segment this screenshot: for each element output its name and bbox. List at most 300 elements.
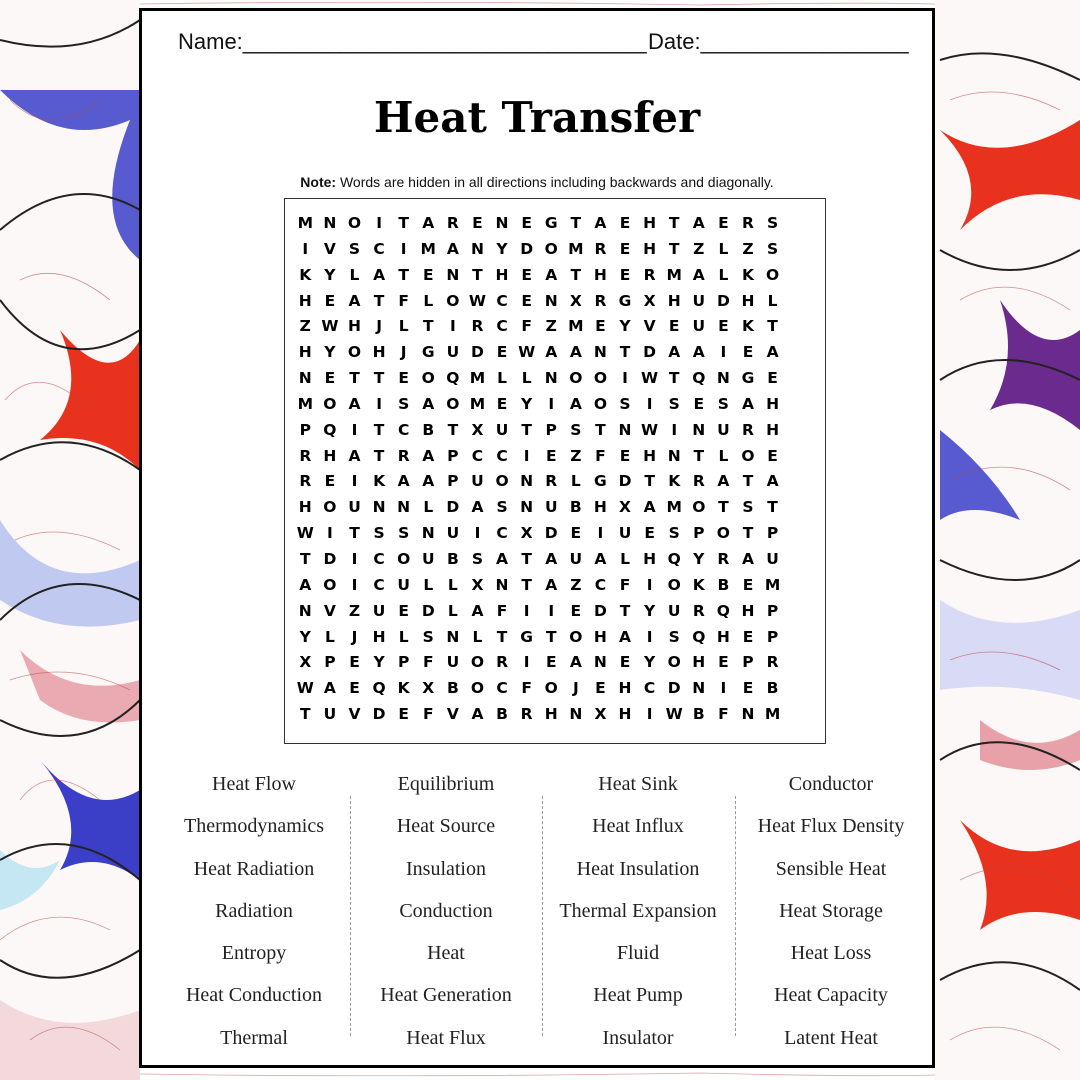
- word-list-item: Heat Flux Density: [757, 815, 905, 838]
- grid-letter: H: [593, 627, 607, 646]
- grid-letter: B: [422, 420, 435, 439]
- grid-letter: E: [718, 653, 729, 672]
- grid-letter: B: [569, 498, 582, 517]
- grid-letter: R: [471, 317, 484, 336]
- grid-letter: N: [520, 472, 534, 491]
- grid-letter: L: [497, 369, 507, 388]
- left-decoration: [0, 0, 140, 1080]
- grid-letter: T: [595, 420, 606, 439]
- grid-letter: Y: [693, 549, 705, 568]
- word-list-item: Heat Sink: [598, 773, 678, 795]
- grid-letter: H: [593, 265, 607, 284]
- grid-letter: J: [376, 317, 382, 336]
- grid-letter: A: [545, 343, 558, 362]
- grid-letter: H: [347, 317, 361, 336]
- grid-letter: U: [544, 498, 558, 517]
- grid-letter: O: [470, 679, 485, 698]
- grid-letter: Y: [324, 343, 336, 362]
- grid-letter: S: [668, 627, 680, 646]
- grid-letter: I: [646, 627, 653, 646]
- grid-letter: T: [300, 705, 311, 724]
- grid-letter: L: [767, 291, 778, 310]
- grid-letter: J: [351, 627, 358, 646]
- grid-letter: L: [570, 472, 581, 491]
- grid-letter: L: [423, 498, 434, 517]
- grid-letter: I: [351, 575, 358, 594]
- grid-letter: X: [569, 291, 582, 310]
- word-list-item: Heat Flux: [406, 1026, 486, 1049]
- grid-letter: N: [397, 498, 411, 517]
- grid-letter: I: [474, 524, 481, 543]
- grid-letter: O: [495, 472, 509, 491]
- word-list-item: Heat Source: [396, 815, 496, 838]
- grid-letter: I: [720, 343, 727, 362]
- grid-letter: W: [665, 705, 683, 724]
- grid-letter: R: [446, 214, 459, 232]
- grid-letter: T: [693, 446, 705, 465]
- grid-letter: E: [324, 369, 336, 388]
- grid-letter: H: [766, 394, 780, 413]
- grid-letter: T: [373, 446, 385, 465]
- grid-letter: L: [423, 575, 434, 594]
- grid-letter: S: [766, 214, 779, 232]
- grid-letter: A: [643, 498, 656, 517]
- grid-letter: K: [299, 265, 312, 284]
- word-column: [736, 766, 926, 1062]
- grid-letter: M: [297, 214, 314, 232]
- grid-letter: D: [471, 343, 484, 362]
- word-list-item: Heat: [427, 942, 465, 965]
- grid-letter: N: [569, 705, 583, 724]
- grid-letter: A: [299, 575, 312, 594]
- word-list-item: Heat Conduction: [185, 984, 323, 1007]
- word-list-item: Heat Flow: [212, 773, 296, 795]
- grid-letter: A: [569, 653, 582, 672]
- worksheet: [139, 8, 935, 1068]
- grid-letter: E: [693, 394, 705, 413]
- grid-letter: N: [692, 420, 706, 439]
- grid-letter: S: [471, 549, 484, 568]
- grid-letter: F: [398, 291, 409, 310]
- grid-letter: T: [619, 601, 631, 620]
- grid-letter: E: [496, 343, 508, 362]
- grid-letter: W: [296, 679, 314, 698]
- grid-letter: E: [545, 446, 557, 465]
- grid-letter: I: [376, 394, 382, 413]
- grid-letter: Z: [742, 239, 754, 258]
- grid-letter: A: [422, 214, 435, 232]
- grid-letter: E: [595, 679, 606, 698]
- grid-letter: W: [468, 291, 486, 310]
- grid-letter: D: [421, 601, 435, 620]
- grid-letter: D: [323, 549, 337, 568]
- grid-letter: G: [544, 214, 558, 232]
- grid-letter: S: [742, 498, 754, 517]
- grid-row: [293, 702, 785, 728]
- word-list-item: Heat Radiation: [193, 857, 315, 880]
- grid-letter: L: [718, 446, 729, 465]
- grid-letter: E: [349, 653, 360, 672]
- grid-letter: B: [766, 679, 779, 698]
- grid-letter: A: [348, 394, 361, 413]
- grid-row: [293, 444, 785, 470]
- grid-letter: E: [349, 679, 360, 698]
- grid-letter: Y: [324, 265, 336, 284]
- word-list-item: Sensible Heat: [775, 857, 887, 880]
- grid-letter: I: [376, 214, 382, 232]
- grid-letter: N: [618, 420, 632, 439]
- grid-letter: P: [766, 601, 779, 620]
- grid-letter: Q: [667, 549, 681, 568]
- grid-letter: I: [646, 705, 653, 724]
- grid-letter: A: [717, 472, 730, 491]
- grid-letter: Y: [643, 601, 656, 620]
- grid-letter: H: [643, 446, 657, 465]
- grid-letter: E: [545, 653, 557, 672]
- grid-letter: A: [397, 472, 410, 491]
- grid-letter: N: [593, 343, 607, 362]
- grid-letter: H: [495, 265, 509, 284]
- grid-letter: W: [641, 369, 659, 388]
- grid-letter: Z: [299, 317, 311, 336]
- grid-letter: Q: [716, 601, 730, 620]
- word-column: [159, 766, 349, 1062]
- grid-letter: H: [766, 420, 780, 439]
- grid-letter: X: [299, 653, 312, 672]
- grid-letter: O: [692, 498, 706, 517]
- grid-letter: A: [348, 446, 361, 465]
- grid-letter: J: [400, 343, 407, 362]
- note-text: Words are hidden in all directions including backwards and diagonally.: [336, 174, 774, 190]
- grid-row: [293, 418, 785, 444]
- grid-letter: R: [594, 291, 607, 310]
- grid-letter: E: [668, 317, 680, 336]
- grid-letter: V: [323, 601, 336, 620]
- grid-row: [293, 547, 785, 573]
- grid-letter: T: [521, 575, 532, 594]
- grid-letter: R: [742, 420, 754, 439]
- grid-letter: T: [373, 369, 385, 388]
- grid-letter: E: [521, 214, 532, 232]
- grid-letter: C: [373, 239, 385, 258]
- grid-letter: O: [323, 575, 337, 594]
- grid-letter: C: [643, 679, 656, 698]
- grid-letter: A: [471, 705, 484, 724]
- grid-letter: S: [619, 394, 631, 413]
- grid-letter: Z: [570, 446, 582, 465]
- grid-letter: Z: [570, 575, 582, 594]
- grid-letter: A: [545, 549, 558, 568]
- grid-letter: O: [323, 498, 337, 517]
- grid-letter: U: [569, 549, 583, 568]
- letter-grid: [293, 211, 785, 728]
- grid-letter: K: [741, 317, 754, 336]
- word-list-item: Thermal: [220, 1026, 288, 1049]
- grid-letter: C: [594, 575, 607, 594]
- grid-letter: A: [741, 549, 754, 568]
- grid-letter: T: [742, 472, 754, 491]
- grid-letter: R: [299, 446, 312, 465]
- grid-letter: M: [764, 575, 781, 594]
- grid-letter: E: [619, 446, 631, 465]
- grid-letter: E: [619, 265, 631, 284]
- grid-letter: T: [496, 627, 508, 646]
- word-list: [159, 766, 929, 1049]
- grid-letter: P: [324, 653, 336, 672]
- grid-letter: L: [398, 317, 409, 336]
- grid-letter: O: [446, 291, 460, 310]
- grid-letter: N: [544, 291, 558, 310]
- grid-letter: U: [348, 498, 361, 517]
- grid-letter: H: [298, 343, 312, 362]
- grid-letter: U: [446, 343, 460, 362]
- grid-letter: C: [496, 679, 508, 698]
- grid-letter: C: [373, 575, 385, 594]
- grid-letter: T: [742, 524, 754, 543]
- grid-letter: U: [372, 601, 386, 620]
- grid-letter: A: [471, 601, 484, 620]
- grid-letter: H: [593, 498, 607, 517]
- grid-letter: N: [446, 265, 460, 284]
- grid-letter: M: [420, 239, 436, 258]
- grid-letter: F: [422, 653, 434, 672]
- grid-letter: E: [718, 317, 729, 336]
- grid-letter: K: [397, 679, 410, 698]
- grid-letter: E: [422, 265, 434, 284]
- grid-letter: I: [351, 420, 358, 439]
- grid-letter: Y: [496, 239, 508, 258]
- grid-letter: B: [692, 705, 705, 724]
- grid-letter: O: [446, 394, 460, 413]
- grid-letter: M: [568, 317, 584, 336]
- grid-letter: L: [447, 575, 458, 594]
- grid-letter: T: [422, 317, 434, 336]
- grid-letter: A: [471, 498, 484, 517]
- grid-letter: K: [692, 575, 705, 594]
- grid-letter: I: [400, 239, 407, 258]
- grid-letter: N: [323, 214, 337, 232]
- grid-letter: M: [469, 394, 486, 413]
- grid-letter: S: [373, 524, 385, 543]
- grid-letter: X: [471, 575, 484, 594]
- grid-letter: C: [496, 524, 508, 543]
- grid-letter: L: [718, 239, 729, 258]
- grid-letter: E: [496, 394, 508, 413]
- grid-letter: E: [742, 575, 754, 594]
- word-list-item: Latent Heat: [784, 1026, 878, 1049]
- column-divider: [542, 796, 543, 1036]
- grid-letter: R: [742, 214, 754, 232]
- grid-letter: C: [373, 549, 385, 568]
- grid-letter: O: [397, 549, 411, 568]
- grid-letter: Y: [521, 394, 533, 413]
- grid-letter: F: [595, 446, 606, 465]
- grid-letter: A: [692, 343, 705, 362]
- grid-letter: M: [568, 239, 584, 258]
- grid-letter: E: [619, 239, 631, 258]
- grid-letter: T: [668, 239, 680, 258]
- grid-letter: D: [618, 472, 632, 491]
- grid-letter: P: [693, 524, 705, 543]
- grid-row: [293, 263, 785, 289]
- grid-letter: E: [742, 343, 754, 362]
- grid-letter: F: [619, 575, 631, 594]
- grid-letter: U: [495, 420, 509, 439]
- grid-letter: A: [619, 627, 632, 646]
- grid-letter: O: [347, 343, 362, 362]
- grid-letter: G: [741, 369, 755, 388]
- grid-letter: U: [618, 524, 632, 543]
- grid-letter: S: [422, 627, 434, 646]
- grid-letter: R: [717, 549, 730, 568]
- grid-letter: V: [446, 705, 459, 724]
- grid-row: [293, 289, 785, 315]
- grid-letter: E: [324, 291, 336, 310]
- grid-letter: V: [323, 239, 336, 258]
- grid-row: [293, 469, 785, 495]
- grid-letter: L: [521, 369, 532, 388]
- grid-letter: C: [496, 317, 508, 336]
- word-list-item: Radiation: [215, 899, 293, 922]
- grid-letter: A: [668, 343, 681, 362]
- grid-letter: K: [373, 472, 386, 491]
- grid-letter: X: [619, 498, 631, 517]
- grid-letter: S: [496, 498, 508, 517]
- grid-letter: O: [421, 369, 435, 388]
- grid-letter: I: [597, 524, 604, 543]
- grid-letter: I: [548, 601, 555, 620]
- grid-letter: R: [692, 601, 705, 620]
- grid-letter: T: [521, 549, 532, 568]
- grid-letter: A: [692, 265, 705, 284]
- grid-letter: T: [521, 420, 532, 439]
- grid-letter: O: [569, 369, 583, 388]
- word-list-item: Insulation: [406, 857, 486, 880]
- grid-letter: U: [421, 549, 435, 568]
- word-list-item: Thermal Expansion: [559, 899, 717, 922]
- grid-letter: A: [422, 472, 435, 491]
- page-title: Heat Transfer: [373, 93, 701, 142]
- grid-letter: Z: [348, 601, 361, 620]
- grid-letter: P: [299, 420, 311, 439]
- grid-letter: P: [397, 653, 410, 672]
- grid-letter: N: [692, 679, 706, 698]
- word-list-item: Entropy: [221, 942, 287, 965]
- grid-letter: P: [766, 627, 779, 646]
- grid-letter: N: [372, 498, 386, 517]
- grid-letter: O: [765, 265, 780, 284]
- grid-letter: T: [767, 498, 778, 517]
- grid-letter: B: [446, 679, 459, 698]
- grid-letter: T: [398, 265, 409, 284]
- grid-letter: D: [643, 343, 657, 362]
- grid-letter: G: [520, 627, 533, 646]
- grid-letter: P: [766, 524, 779, 543]
- grid-letter: H: [618, 705, 632, 724]
- grid-letter: A: [692, 214, 705, 232]
- grid-letter: X: [520, 524, 533, 543]
- word-list-item: Heat Pump: [593, 984, 683, 1007]
- grid-letter: O: [667, 575, 681, 594]
- grid-letter: H: [544, 705, 558, 724]
- grid-row: [293, 392, 785, 418]
- grid-letter: U: [397, 575, 410, 594]
- grid-row: [293, 366, 785, 392]
- grid-letter: Q: [692, 627, 706, 646]
- grid-letter: O: [667, 653, 681, 672]
- grid-letter: R: [496, 653, 509, 672]
- grid-letter: O: [323, 394, 337, 413]
- grid-letter: S: [668, 524, 680, 543]
- grid-letter: N: [446, 627, 460, 646]
- right-decoration: [935, 0, 1080, 1080]
- word-list-item: Conductor: [788, 773, 874, 795]
- grid-letter: N: [421, 524, 435, 543]
- word-list-item: Heat Influx: [592, 815, 684, 838]
- grid-letter: U: [692, 291, 706, 310]
- grid-letter: Q: [446, 369, 460, 388]
- grid-row: [293, 521, 785, 547]
- grid-letter: A: [594, 549, 607, 568]
- grid-letter: A: [422, 394, 435, 413]
- grid-letter: I: [327, 524, 333, 543]
- grid-row: [293, 340, 785, 366]
- grid-letter: T: [472, 265, 483, 284]
- grid-letter: M: [666, 498, 682, 517]
- grid-letter: Z: [693, 239, 705, 258]
- grid-letter: I: [622, 369, 628, 388]
- grid-letter: O: [569, 627, 583, 646]
- word-list-item: Thermodynamics: [184, 815, 324, 838]
- grid-letter: O: [347, 214, 362, 232]
- grid-letter: U: [717, 420, 730, 439]
- grid-letter: Y: [619, 317, 631, 336]
- grid-letter: H: [667, 291, 681, 310]
- word-column: [543, 766, 733, 1062]
- grid-letter: A: [741, 394, 754, 413]
- grid-letter: D: [372, 705, 386, 724]
- grid-letter: L: [349, 265, 360, 284]
- word-list-item: Heat Storage: [779, 899, 883, 922]
- grid-letter: U: [446, 653, 460, 672]
- grid-letter: O: [593, 369, 608, 388]
- grid-letter: D: [446, 498, 460, 517]
- grid-letter: G: [594, 472, 607, 491]
- grid-letter: F: [521, 679, 532, 698]
- grid-letter: A: [569, 343, 582, 362]
- grid-letter: B: [496, 705, 508, 724]
- grid-letter: F: [422, 705, 434, 724]
- grid-letter: E: [398, 601, 409, 620]
- grid-letter: E: [398, 705, 409, 724]
- grid-letter: D: [716, 291, 730, 310]
- grid-letter: A: [766, 343, 779, 362]
- grid-letter: I: [351, 549, 358, 568]
- grid-letter: A: [422, 446, 435, 465]
- grid-letter: K: [741, 265, 754, 284]
- grid-letter: X: [422, 679, 435, 698]
- grid-letter: F: [496, 601, 508, 620]
- grid-letter: S: [717, 394, 729, 413]
- grid-letter: C: [471, 446, 484, 465]
- grid-letter: G: [618, 291, 632, 310]
- instructions-note: [142, 174, 932, 190]
- grid-letter: T: [545, 627, 557, 646]
- grid-letter: N: [298, 369, 312, 388]
- grid-letter: X: [471, 420, 484, 439]
- grid-letter: N: [667, 446, 681, 465]
- grid-letter: I: [548, 394, 555, 413]
